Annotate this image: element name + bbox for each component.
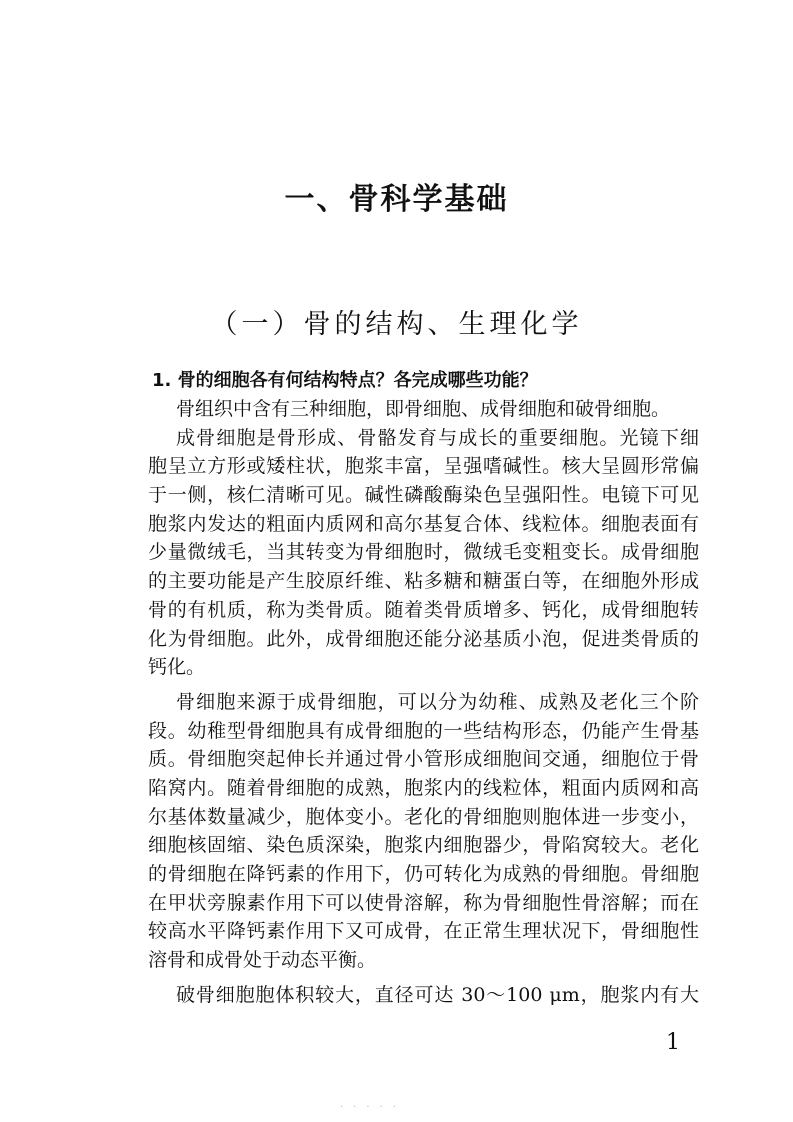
text-line: 胞浆内发达的粗面内质网和高尔基复合体、线粒体。细胞表面有: [148, 512, 699, 535]
text-line: 的主要功能是产生胶原纤维、粘多糖和糖蛋白等，在细胞外形成: [148, 570, 699, 593]
paragraph: [148, 395, 699, 424]
text-line: 钙化。: [148, 656, 206, 679]
paragraph: [148, 688, 699, 975]
text-line: 质。骨细胞突起伸长并通过骨小管形成细胞间交通，细胞位于骨: [148, 748, 699, 771]
paragraph: [148, 981, 699, 1010]
text-line: 细胞核固缩、染色质深染，胞浆内细胞器少，骨陷窝较大。老化: [148, 834, 699, 857]
text-line: 破骨细胞胞体积较大，直径可达 30～100 μm，胞浆内有大: [176, 983, 699, 1006]
text-line: 的骨细胞在降钙素的作用下，仍可转化为成熟的骨细胞。骨细胞: [148, 863, 699, 885]
text-line: 在甲状旁腺素作用下可以使骨溶解，称为骨细胞性骨溶解；而在: [148, 891, 699, 914]
paragraphs: [148, 395, 699, 1009]
text-line: 骨组织中含有三种细胞，即骨细胞、成骨细胞和破骨细胞。: [176, 398, 671, 420]
paragraph: [148, 424, 699, 682]
body-text: [148, 366, 699, 1009]
text-line: 骨的有机质，称为类骨质。随着类骨质增多、钙化，成骨细胞转: [148, 598, 699, 621]
text-line: 化为骨细胞。此外，成骨细胞还能分泌基质小泡，促进类骨质的: [148, 627, 699, 650]
text-line: 成骨细胞是骨形成、骨骼发育与成长的重要细胞。光镜下细: [176, 426, 699, 449]
text-line: 陷窝内。随着骨细胞的成熟，胞浆内的线粒体，粗面内质网和高: [148, 776, 699, 799]
text-line: 段。幼稚型骨细胞具有成骨细胞的一些结构形态，仍能产生骨基: [148, 719, 699, 742]
text-line: 于一侧，核仁清晰可见。碱性磷酸酶染色呈强阳性。电镜下可见: [148, 484, 699, 507]
chapter-title: 一、骨科学基础: [284, 182, 509, 217]
section-title: （一）骨的结构、生理化学: [210, 309, 583, 340]
page-number: 1: [666, 1030, 680, 1055]
question-heading: 1. 骨的细胞各有何结构特点？各完成哪些功能？: [152, 370, 538, 391]
text-line: 尔基体数量减少，胞体变小。老化的骨细胞则胞体进一步变小，: [148, 805, 699, 828]
text-line: 胞呈立方形或矮柱状，胞浆丰富，呈强嗜碱性。核大呈圆形常偏: [148, 455, 699, 478]
text-line: 骨细胞来源于成骨细胞，可以分为幼稚、成熟及老化三个阶: [176, 690, 699, 713]
scan-artifact-dots: ·····: [340, 1102, 406, 1113]
text-line: 少量微绒毛，当其转变为骨细胞时，微绒毛变粗变长。成骨细胞: [148, 541, 699, 564]
text-line: 溶骨和成骨处于动态平衡。: [148, 949, 377, 972]
text-line: 较高水平降钙素作用下又可成骨，在正常生理状况下，骨细胞性: [148, 920, 699, 943]
